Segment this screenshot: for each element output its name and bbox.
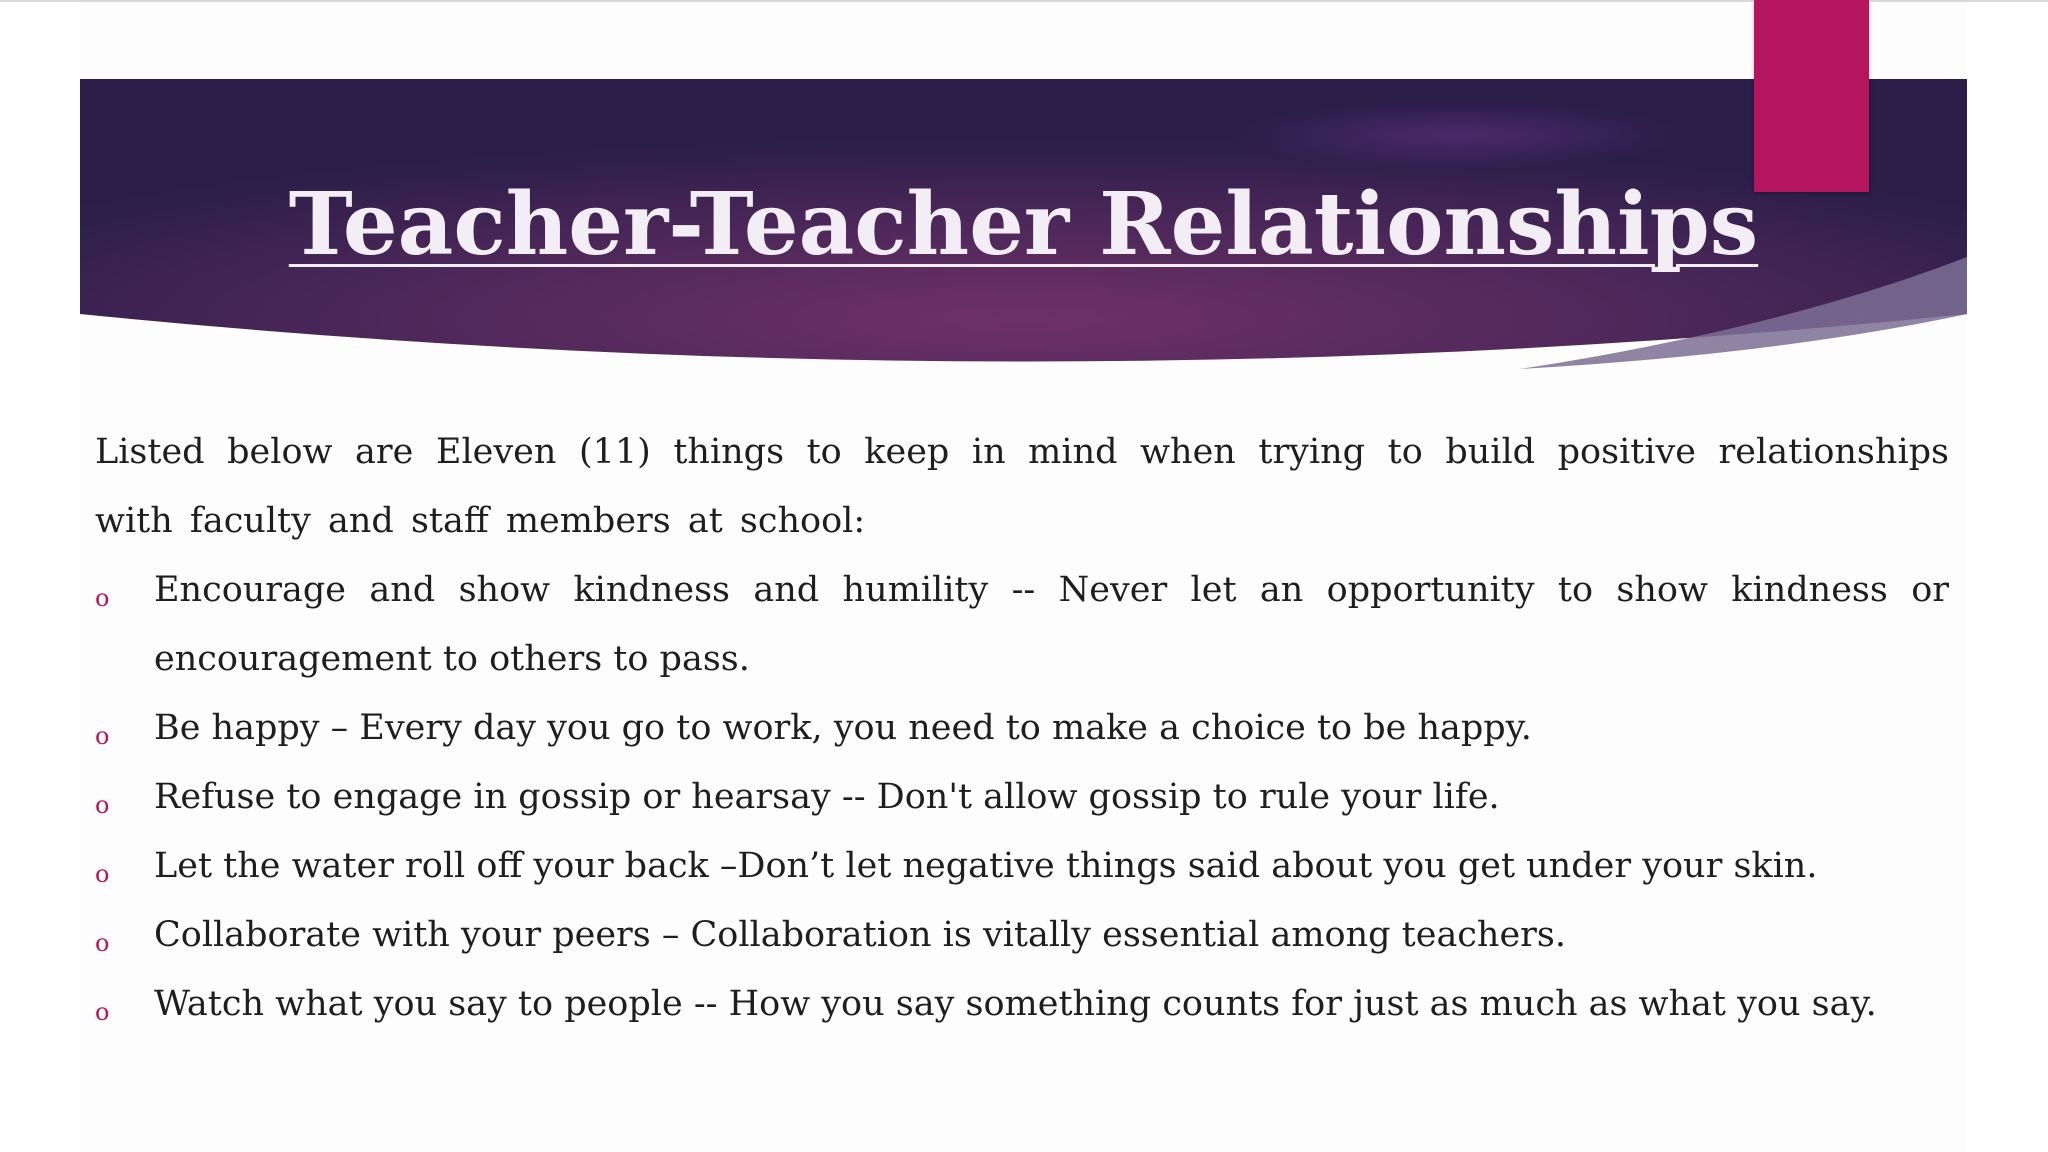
bullet-list bbox=[95, 556, 1949, 1039]
bullet-circle-icon: o bbox=[95, 722, 110, 750]
list-item bbox=[95, 970, 1949, 1039]
list-item bbox=[95, 763, 1949, 832]
bullet-circle-icon: o bbox=[95, 584, 110, 612]
accent-tab bbox=[1754, 0, 1869, 192]
slide-title: Teacher-Teacher Relationships bbox=[288, 174, 1759, 275]
bullet-circle-icon: o bbox=[95, 929, 110, 957]
bullet-circle-icon: o bbox=[95, 998, 110, 1026]
bullet-circle-icon: o bbox=[95, 791, 110, 819]
list-item-text: Be happy – Every day you go to work, you need to make a choice to be happy. bbox=[154, 708, 1532, 748]
list-item-text: Watch what you say to people -- How you say something counts for just as much as what you say. bbox=[154, 984, 1877, 1024]
list-item bbox=[95, 694, 1949, 763]
bullet-circle-icon: o bbox=[95, 860, 110, 888]
slide-body bbox=[95, 418, 1949, 1039]
list-item-text: Encourage and show kindness and humility -- Never let an opportunity to show kindness or encouragement to others to pass. bbox=[154, 570, 1949, 679]
list-item bbox=[95, 832, 1949, 901]
list-item-text: Refuse to engage in gossip or hearsay -- Don't allow gossip to rule your life. bbox=[154, 777, 1500, 817]
list-item bbox=[95, 901, 1949, 970]
list-item-text: Collaborate with your peers – Collaboration is vitally essential among teachers. bbox=[154, 915, 1566, 955]
list-item bbox=[95, 556, 1949, 694]
intro-paragraph: Listed below are Eleven (11) things to keep in mind when trying to build positive relationships with faculty and staff members at school: bbox=[95, 432, 1949, 541]
list-item-text: Let the water roll off your back –Don’t let negative things said about you get under your skin. bbox=[154, 846, 1818, 886]
